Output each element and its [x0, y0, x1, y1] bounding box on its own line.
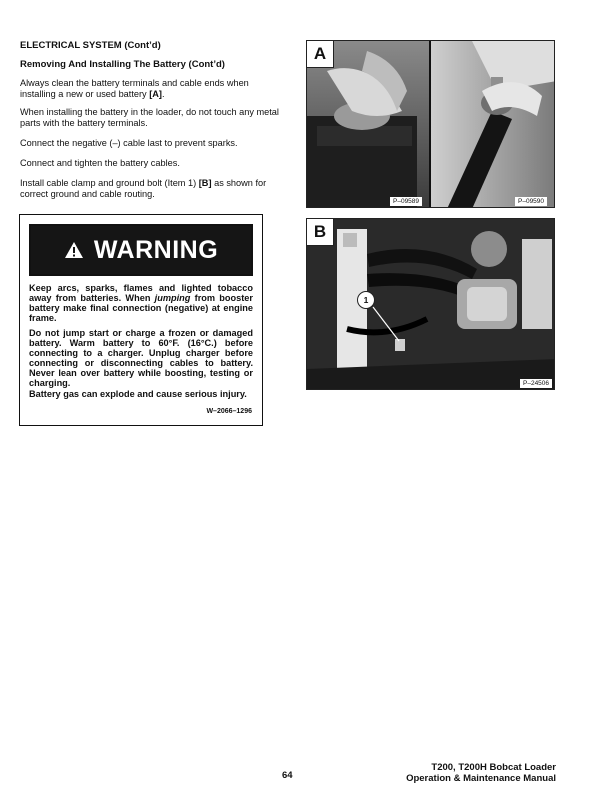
warning-paragraph: [29, 283, 253, 323]
figure-reference: [B]: [198, 178, 212, 188]
instruction-text: Install cable clamp and ground bolt (Item 1): [20, 178, 197, 188]
section-title: ELECTRICAL SYSTEM (Cont’d): [20, 40, 161, 51]
battery-terminal-photo: [307, 41, 555, 208]
photo-code: P–09589: [390, 197, 422, 206]
instruction-paragraph: When installing the battery in the loader, do not touch any metal parts with the battery terminals.: [20, 107, 279, 128]
warning-emphasis: jumping: [154, 293, 191, 303]
engine-compartment-photo: [307, 219, 555, 390]
warning-text: Keep arcs, sparks, flames and lighted tobacco away from batteries. When: [29, 283, 253, 303]
manual-title: [406, 762, 556, 784]
instruction-paragraph: [20, 178, 282, 200]
warning-code: W–2066–1296: [206, 408, 252, 415]
instruction-paragraph: [20, 78, 282, 100]
figure-letter: B: [307, 219, 334, 246]
instruction-text: .: [161, 89, 165, 99]
figure-letter: A: [307, 41, 334, 68]
manual-title-line: T200, T200H Bobcat Loader: [431, 762, 556, 773]
page-number: 64: [282, 770, 293, 781]
warning-text: from booster battery make final connection (negative) at engine frame.: [29, 293, 253, 323]
warning-box: [19, 214, 263, 426]
photo-code: P–24506: [520, 379, 552, 388]
subsection-title: Removing And Installing The Battery (Cont’d): [20, 59, 225, 70]
warning-paragraph: Do not jump start or charge a frozen or damaged battery. Warm battery to 60°F. (16°C.) before connecting to a charger. Unplug charger before connecting or disconnecting cables to battery. Never lean over battery while boosting, testing or charging.: [29, 328, 253, 388]
callout-marker: 1: [357, 291, 375, 309]
photo-code: P–09590: [515, 197, 547, 206]
instruction-text: as shown for correct ground and cable routing.: [20, 178, 267, 199]
warning-banner: [29, 224, 253, 276]
warning-triangle-icon: [64, 241, 84, 259]
instruction-text: Always clean the battery terminals and cable ends when installing a new or used battery: [20, 78, 249, 99]
warning-label: WARNING: [93, 235, 219, 264]
manual-title-line: Operation & Maintenance Manual: [406, 773, 556, 784]
instruction-paragraph: Connect the negative (–) cable last to prevent sparks.: [20, 138, 238, 148]
warning-paragraph: Battery gas can explode and cause serious injury.: [29, 389, 247, 399]
instruction-paragraph: Connect and tighten the battery cables.: [20, 158, 180, 168]
figure-reference: [A]: [149, 89, 162, 99]
figure-a: [306, 40, 555, 208]
figure-b: [306, 218, 555, 390]
